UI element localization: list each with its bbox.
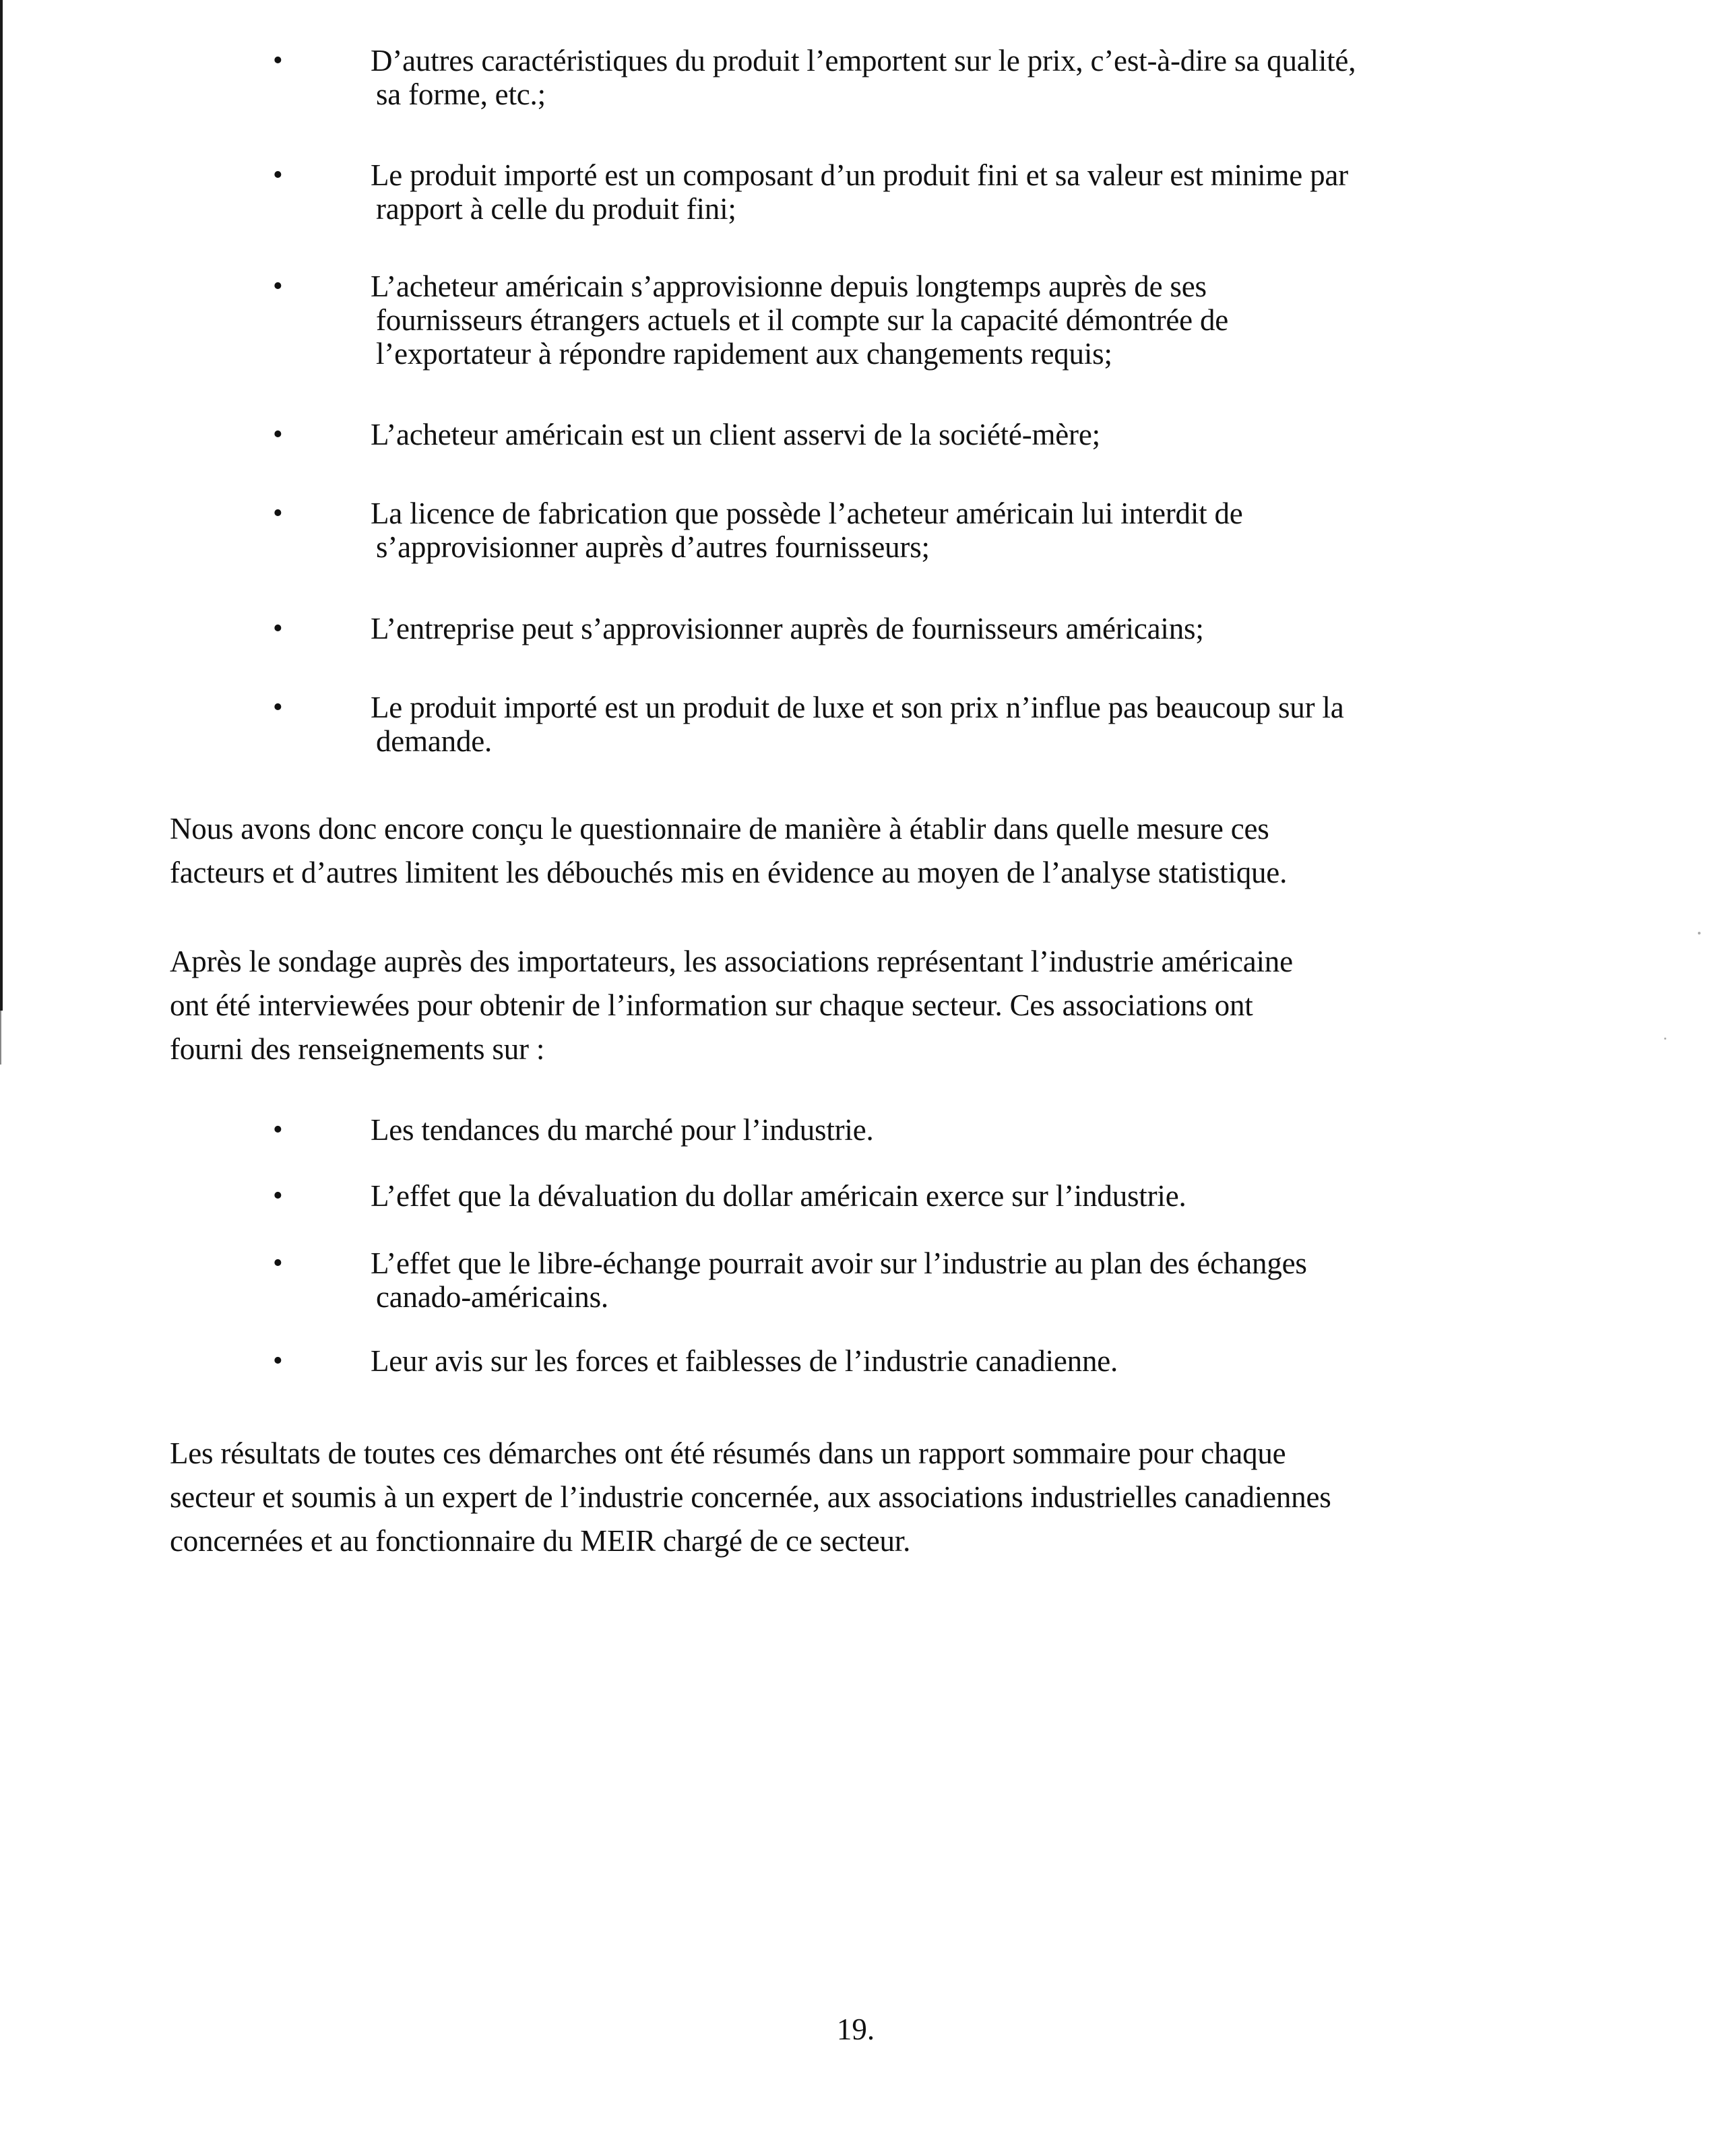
- bullet-marker: •: [273, 1345, 283, 1376]
- paragraph: [170, 940, 1517, 1071]
- list-item-line: Les tendances du marché pour l’industrie.: [371, 1113, 874, 1147]
- list-item-text: [371, 418, 1529, 451]
- list-item-text: [371, 270, 1529, 371]
- list-item-text: [371, 612, 1529, 645]
- list-item-line: L’acheteur américain est un client asservi de la société-mère;: [371, 418, 1100, 451]
- bullet-marker: •: [273, 45, 283, 76]
- scan-edge-shadow: [0, 0, 3, 1011]
- list-item-text: [371, 497, 1529, 564]
- paragraph-line: concernées et au fonctionnaire du MEIR chargé de ce secteur.: [170, 1524, 911, 1558]
- list-item-line: Le produit importé est un produit de luxe et son prix n’influe pas beaucoup sur la: [371, 691, 1344, 724]
- list-item-line: fournisseurs étrangers actuels et il compte sur la capacité démontrée de: [376, 303, 1229, 337]
- paragraph-line: Les résultats de toutes ces démarches ont été résumés dans un rapport sommaire pour chaque: [170, 1436, 1286, 1470]
- list-item-text: [371, 158, 1529, 226]
- paragraph-line: facteurs et d’autres limitent les débouchés mis en évidence au moyen de l’analyse statistique.: [170, 856, 1288, 889]
- list-item-line: L’effet que la dévaluation du dollar américain exerce sur l’industrie.: [371, 1179, 1186, 1213]
- bullet-marker: •: [273, 1114, 283, 1145]
- list-item-line: D’autres caractéristiques du produit l’emportent sur le prix, c’est-à-dire sa qualité,: [371, 44, 1356, 77]
- list-item-text: [371, 1113, 1529, 1147]
- bullet-marker: •: [273, 419, 283, 450]
- list-item-line: rapport à celle du produit fini;: [376, 192, 736, 226]
- list-item-text: [371, 691, 1529, 758]
- list-item-line: s’approvisionner auprès d’autres fournisseurs;: [376, 530, 930, 564]
- list-item-text: [371, 1179, 1529, 1213]
- list-item-text: [371, 1344, 1529, 1378]
- paragraph-line: Après le sondage auprès des importateurs, les associations représentant l’industrie américaine: [170, 945, 1293, 978]
- list-item-line: demande.: [376, 724, 493, 758]
- bullet-marker: •: [273, 1248, 283, 1279]
- bullet-marker: •: [273, 692, 283, 723]
- list-item-line: L’effet que le libre-échange pourrait avoir sur l’industrie au plan des échanges: [371, 1246, 1307, 1280]
- paragraph-line: Nous avons donc encore conçu le questionnaire de manière à établir dans quelle mesure ces: [170, 812, 1269, 846]
- list-item-line: l’exportateur à répondre rapidement aux changements requis;: [376, 337, 1112, 371]
- bullet-marker: •: [273, 498, 283, 529]
- bullet-marker: •: [273, 1180, 283, 1211]
- list-item-line: sa forme, etc.;: [376, 77, 546, 111]
- bullet-marker: •: [273, 613, 283, 644]
- list-item-line: L’entreprise peut s’approvisionner auprès de fournisseurs américains;: [371, 612, 1204, 645]
- list-item-line: Le produit importé est un composant d’un produit fini et sa valeur est minime par: [371, 158, 1348, 192]
- list-item-line: Leur avis sur les forces et faiblesses de l’industrie canadienne.: [371, 1344, 1118, 1378]
- paragraph: [170, 807, 1517, 895]
- paragraph-line: ont été interviewées pour obtenir de l’information sur chaque secteur. Ces associations ont: [170, 988, 1253, 1022]
- paragraph-line: secteur et soumis à un expert de l’industrie concernée, aux associations industrielles canadiennes: [170, 1480, 1331, 1514]
- scan-speck: [1664, 1038, 1666, 1040]
- list-item-text: [371, 44, 1529, 111]
- list-item-line: canado-américains.: [376, 1280, 608, 1314]
- bullet-marker: •: [273, 160, 283, 191]
- scan-speck: [1698, 932, 1701, 934]
- list-item-line: L’acheteur américain s’approvisionne depuis longtemps auprès de ses: [371, 270, 1207, 303]
- list-item-line: La licence de fabrication que possède l’acheteur américain lui interdit de: [371, 497, 1243, 530]
- bullet-marker: •: [273, 271, 283, 302]
- scan-edge-shadow-lower: [0, 1011, 1, 1065]
- paragraph: [170, 1432, 1517, 1563]
- list-item-text: [371, 1246, 1529, 1314]
- paragraph-line: fourni des renseignements sur :: [170, 1032, 545, 1066]
- page-number: 19.: [836, 2012, 875, 2046]
